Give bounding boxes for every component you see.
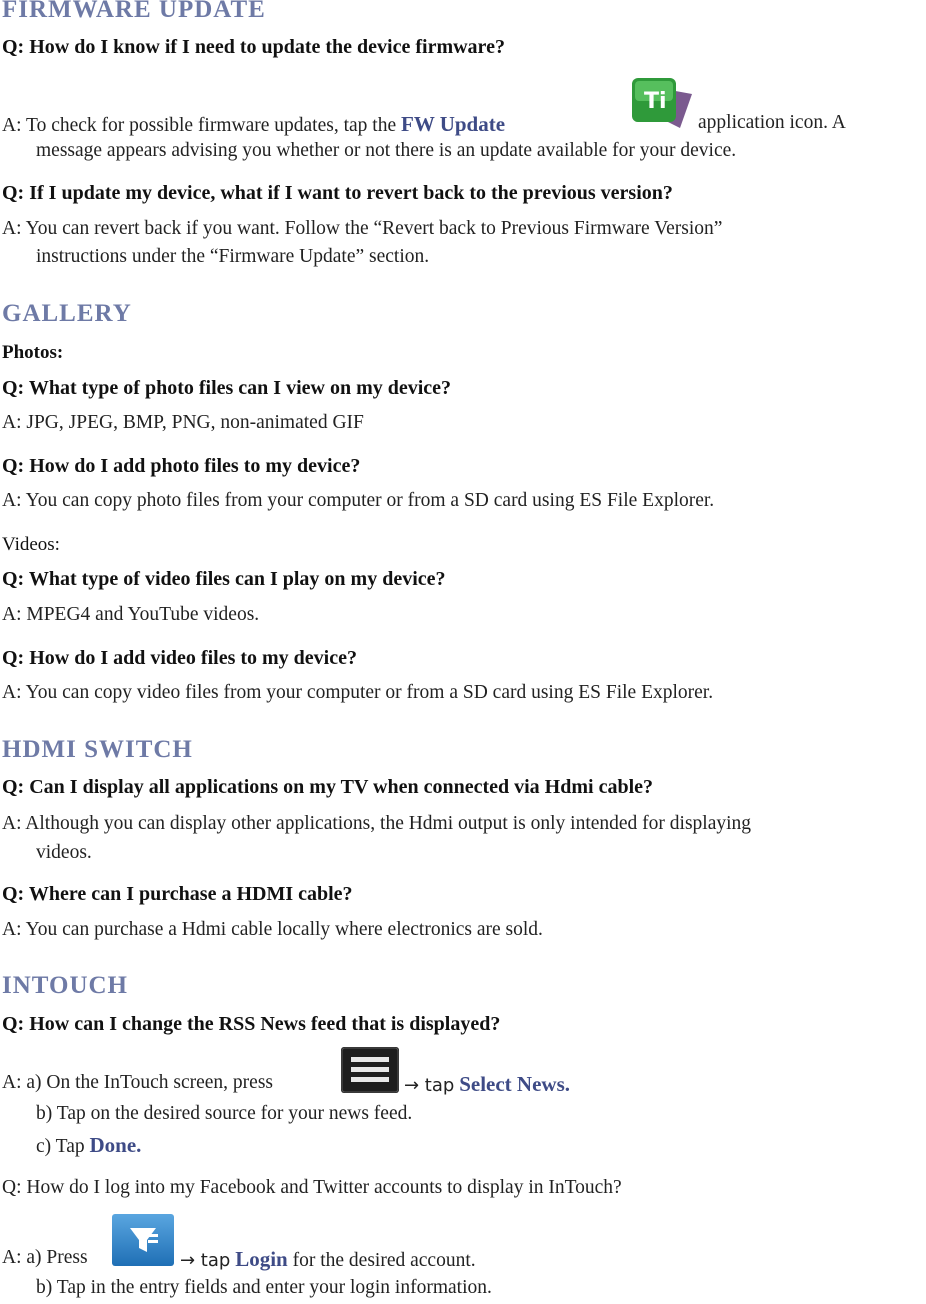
question: Q: How can I change the RSS News feed that is displayed? <box>2 1013 501 1035</box>
arrow-right-icon: → tap <box>180 1250 231 1271</box>
question: Q: If I update my device, what if I want to revert back to the previous version? <box>2 182 673 204</box>
question: Q: Where can I purchase a HDMI cable? <box>2 883 353 905</box>
fw-update-label: FW Update <box>401 112 506 136</box>
question: Q: What type of photo files can I view on my device? <box>2 377 452 399</box>
section-heading-gallery: GALLERY <box>2 300 132 327</box>
question: Q: What type of video files can I play on my device? <box>2 568 446 590</box>
question: Q: How do I know if I need to update the device firmware? <box>2 36 505 58</box>
done-label: Done. <box>89 1133 142 1157</box>
section-heading-firmware: FIRMWARE UPDATE <box>2 0 266 23</box>
menu-icon <box>341 1047 399 1093</box>
answer-line: A: To check for possible firmware updates, tap the FW Update <box>2 112 506 136</box>
subheading-photos: Photos: <box>2 342 64 363</box>
section-heading-intouch: INTOUCH <box>2 972 129 999</box>
faq-page: FIRMWARE UPDATE Q: How do I know if I need to update the device firmware? A: To check for possible firmware updates, tap the FW Update Ti application icon. A message appears advising you whether or not there is an update available for your device. Q: If I update my device, what if I want to revert back to the previous version? A: You can revert back if you want. Follow the “Revert back to Previous Firmware Version” instructions under the “Firmware Update” section. GALLERY Photos: Q: What type of photo files can I view on my device? A: JPG, JPEG, BMP, PNG, non-animated GIF Q: How do I add photo files to my device? A: You can copy photo files from your computer or from a SD card using ES File Explorer. Videos: Q: What type of video files can I play on my device? A: MPEG4 and YouTube videos. Q: How do I add video files to my device? A: You can copy video files from your computer or from a SD card using ES File Explorer. HDMI SWITCH Q: Can I display all applications on my TV when connected via Hdmi cable? A: Although you can display other applications, the Hdmi output is only intended for displaying videos. Q: Where can I purchase a HDMI cable? A: You can purchase a Hdmi cable locally where electronics are sold. INTOUCH Q: How can I change the RSS News feed that is displayed? A: a) On the InTouch screen, press → tap Select News. b) Tap on the desired source for your news feed. c) Tap Done. Q: How do I log into my Facebook and Twitter accounts to display in InTouch? A: a) Press → tap Login for the desired account. b) Tap in the entry fields and enter your login information. <box>0 0 926 1304</box>
select-news-label: Select News. <box>459 1072 570 1096</box>
arrow-right-icon: → tap <box>404 1075 455 1096</box>
question: Q: How do I log into my Facebook and Twitter accounts to display in InTouch? <box>2 1177 622 1198</box>
fw-update-app-icon <box>630 72 692 128</box>
question: Q: How do I add video files to my device? <box>2 647 357 669</box>
login-label: Login <box>235 1247 288 1271</box>
intouch-settings-icon <box>112 1214 174 1266</box>
section-heading-hdmi: HDMI SWITCH <box>2 736 193 763</box>
svg-text:Ti: Ti <box>644 89 667 114</box>
subheading-videos: Videos: <box>2 534 60 555</box>
question: Q: How do I add photo files to my device? <box>2 455 361 477</box>
question: Q: Can I display all applications on my TV when connected via Hdmi cable? <box>2 776 654 798</box>
